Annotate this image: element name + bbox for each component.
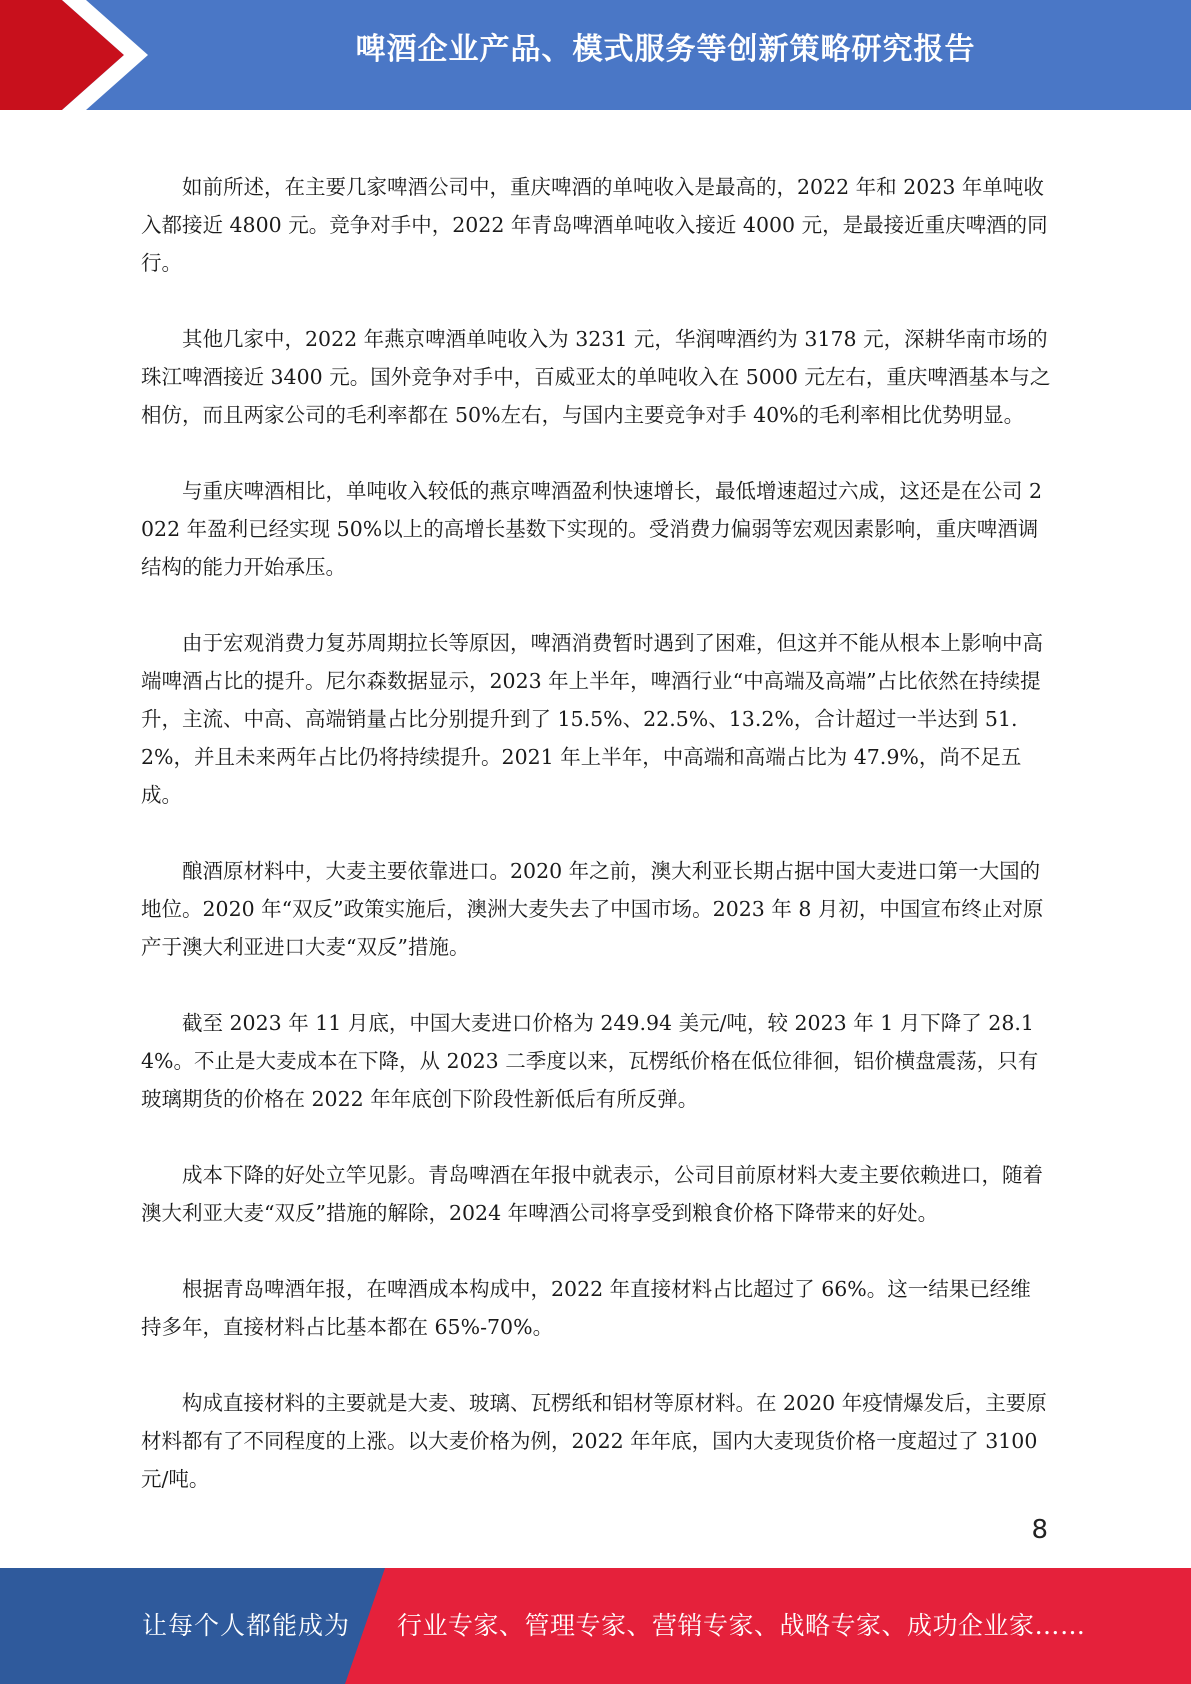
paragraph: 由于宏观消费力复苏周期拉长等原因，啤酒消费暂时遇到了困难，但这并不能从根本上影响中高端啤酒占比的提升。尼尔森数据显示，2023 年上半年，啤酒行业“中高端及高端”占比依然在持续提升，主流、中高、高端销量占比分别提升到了 15.5%、22.5%、13.2%，合计超过一半达到 51.2%，并且未来两年占比仍将持续提升。2021 年上半年，中高端和高端占比为 47.9%，尚不足五成。 xyxy=(141,631,1043,807)
paragraph: 与重庆啤酒相比，单吨收入较低的燕京啤酒盈利快速增长，最低增速超过六成，这还是在公司 2022 年盈利已经实现 50%以上的高增长基数下实现的。受消费力偏弱等宏观因素影响，重庆啤酒调结构的能力开始承压。 xyxy=(141,479,1043,579)
paragraph: 如前所述，在主要几家啤酒公司中，重庆啤酒的单吨收入是最高的，2022 年和 2023 年单吨收入都接近 4800 元。竞争对手中，2022 年青岛啤酒单吨收入接近 4000 元，是最接近重庆啤酒的同行。 xyxy=(141,175,1048,275)
footer-banner xyxy=(0,1568,1191,1684)
page-number: 8 xyxy=(1031,1515,1048,1545)
paragraph: 截至 2023 年 11 月底，中国大麦进口价格为 249.94 美元/吨，较 2023 年 1 月下降了 28.14%。不止是大麦成本在下降，从 2023 二季度以来，瓦楞纸价格在低位徘徊，铝价横盘震荡，只有玻璃期货的价格在 2022 年年底创下阶段性新低后有所反弹。 xyxy=(141,1011,1039,1111)
footer-slogan-left: 让每个人都能成为 xyxy=(142,1611,351,1640)
header-chevron-icon xyxy=(0,0,160,110)
paragraph: 构成直接材料的主要就是大麦、玻璃、瓦楞纸和铝材等原材料。在 2020 年疫情爆发后，主要原材料都有了不同程度的上涨。以大麦价格为例，2022 年年底，国内大麦现货价格一度超过了 3100 元/吨。 xyxy=(141,1391,1047,1491)
paragraph: 成本下降的好处立竿见影。青岛啤酒在年报中就表示，公司目前原材料大麦主要依赖进口，随着澳大利亚大麦“双反”措施的解除，2024 年啤酒公司将享受到粮食价格下降带来的好处。 xyxy=(141,1163,1043,1225)
paragraph: 其他几家中，2022 年燕京啤酒单吨收入为 3231 元，华润啤酒约为 3178 元，深耕华南市场的珠江啤酒接近 3400 元。国外竞争对手中，百威亚太的单吨收入在 5000 元左右，重庆啤酒基本与之相仿，而且两家公司的毛利率都在 50%左右，与国内主要竞争对手 40%的毛利率相比优势明显。 xyxy=(141,327,1051,427)
paragraph: 根据青岛啤酒年报，在啤酒成本构成中，2022 年直接材料占比超过了 66%。这一结果已经维持多年，直接材料占比基本都在 65%-70%。 xyxy=(141,1277,1031,1339)
report-title: 啤酒企业产品、模式服务等创新策略研究报告 xyxy=(355,32,976,67)
header-banner xyxy=(0,0,1191,110)
footer-slogan-right: 行业专家、管理专家、营销专家、战略专家、成功企业家…… xyxy=(397,1611,1086,1640)
report-body xyxy=(141,168,1051,1536)
paragraph: 酿酒原材料中，大麦主要依靠进口。2020 年之前，澳大利亚长期占据中国大麦进口第一大国的地位。2020 年“双反”政策实施后，澳洲大麦失去了中国市场。2023 年 8 月初，中国宣布终止对原产于澳大利亚进口大麦“双反”措施。 xyxy=(141,859,1044,959)
